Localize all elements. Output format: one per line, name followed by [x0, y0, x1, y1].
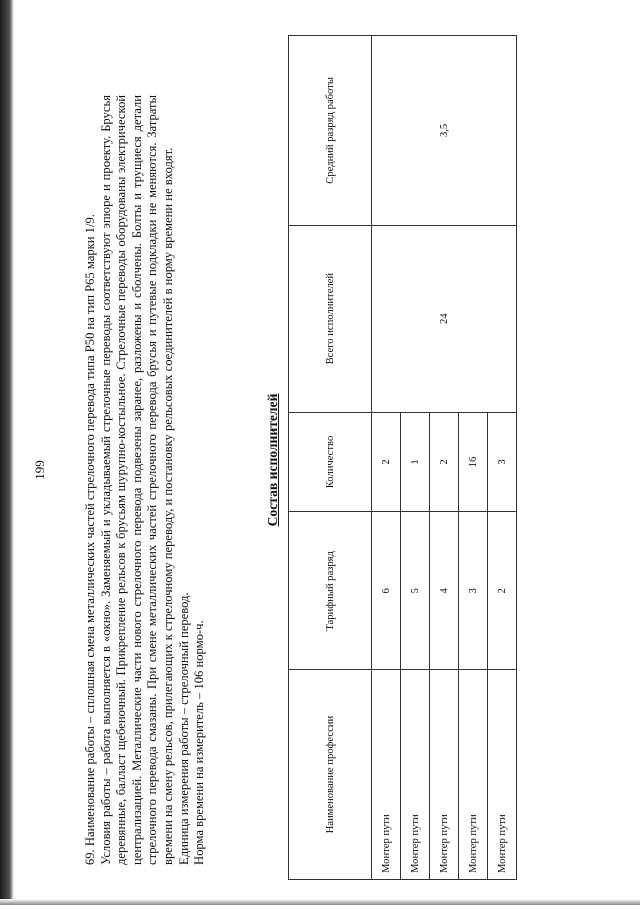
header-total-workers: Всего исполнителей: [289, 225, 372, 412]
page-number: 199: [32, 460, 47, 480]
profession-cell: Монтер пути: [372, 670, 401, 880]
work-title: 69. Наименование работы – сплошная смена металлических частей стрелочного перевода типа Р50 на тип Р65 марки 1/9.: [83, 214, 97, 865]
header-count: Количество: [289, 412, 372, 512]
table-row: [372, 36, 401, 880]
count-cell: 2: [372, 412, 401, 512]
rotated-document-page: [32, 40, 620, 880]
header-average-grade: Средний разряд работы: [289, 36, 372, 226]
profession-cell: Монтер пути: [430, 670, 459, 880]
grade-cell: 3: [459, 512, 488, 670]
average-grade-cell: 3,5: [372, 36, 517, 226]
grade-cell: 2: [488, 512, 517, 670]
profession-cell: Монтер пути: [488, 670, 517, 880]
grade-cell: 4: [430, 512, 459, 670]
table-header-row: [289, 36, 372, 880]
count-cell: 1: [401, 412, 430, 512]
measurement-unit: Единица измерения работы – стрелочный перевод.: [176, 592, 191, 865]
table-title: Состав исполнителей: [265, 393, 280, 527]
time-norm: Норма времени на измеритель – 106 нормо-ч.: [192, 620, 207, 865]
count-cell: 3: [488, 412, 517, 512]
work-conditions: Условия работы – работа выполняется в «окно». Заменяемый и укладываемый стрелочные переводы соответствуют эпюре и проекту. Брусья деревянные, балласт щебеночный. Прикрепление рельсов к брусьям шурупно-костыльное. Стрелочные переводы оборудованы электрической централизацией. Металлические части нового стрелочного перевода подвезены заранее, разложены и сболчены. Болты и трущиеся детали стрелочного перевода смазаны. При смене металлических частей стрелочного перевода брусья и путевые подкладки не меняются. Затраты времени на смену рельсов, прилегающих к стрелочному переводу, и постановку рельсовых соединителей в норму времени не входят.: [98, 95, 175, 865]
profession-cell: Монтер пути: [459, 670, 488, 880]
count-cell: 16: [459, 412, 488, 512]
scan-shadow-edge: [0, 0, 14, 905]
staff-table: [288, 35, 517, 880]
header-profession: Наименование профессии: [289, 670, 372, 880]
document-body: [83, 95, 208, 865]
header-tariff-grade: Тарифный разряд: [289, 512, 372, 670]
grade-cell: 6: [372, 512, 401, 670]
grade-cell: 5: [401, 512, 430, 670]
scan-bottom-edge: [0, 899, 640, 905]
total-workers-cell: 24: [372, 225, 517, 412]
count-cell: 2: [430, 412, 459, 512]
profession-cell: Монтер пути: [401, 670, 430, 880]
